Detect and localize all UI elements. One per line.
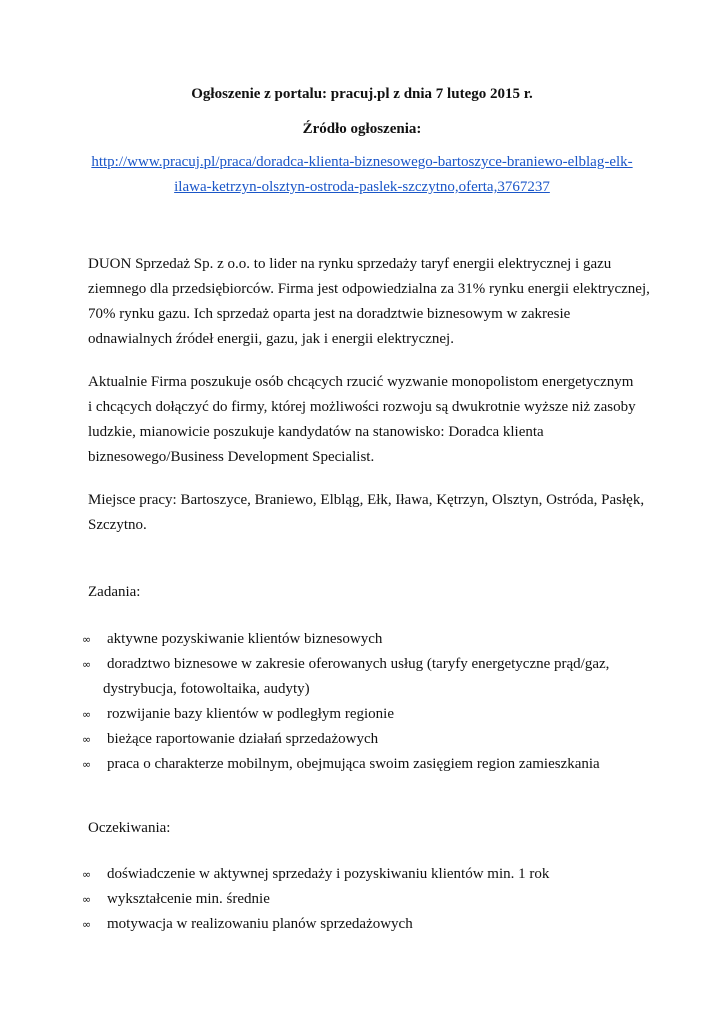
expectation-text: motywacja w realizowaniu planów sprzedażowych bbox=[107, 916, 413, 932]
intro-line: odnawialnych źródeł energii, gazu, jak i energii elektrycznej. bbox=[88, 331, 454, 347]
task-text-continuation: dystrybucja, fotowoltaika, audyty) bbox=[103, 681, 310, 697]
source-url-line-1[interactable]: http://www.pracuj.pl/praca/doradca-klienta-biznesowego-bartoszyce-braniewo-elblag-elk- bbox=[91, 154, 633, 170]
mission-line: ludzkie, mianowicie poszukuje kandydatów na stanowisko: Doradca klienta bbox=[88, 424, 544, 440]
infinity-bullet-icon: ∞ bbox=[82, 658, 92, 671]
intro-line: ziemnego dla przedsiębiorców. Firma jest odpowiedzialna za 31% rynku energii elektrycznej, bbox=[88, 281, 650, 297]
task-text: praca o charakterze mobilnym, obejmująca swoim zasięgiem region zamieszkania bbox=[107, 756, 600, 772]
location-paragraph bbox=[88, 488, 648, 538]
source-label: Źródło ogłoszenia: bbox=[302, 121, 422, 137]
task-text: doradztwo biznesowe w zakresie oferowanych usług (taryfy energetyczne prąd/gaz, bbox=[107, 656, 610, 672]
task-text: bieżące raportowanie działań sprzedażowych bbox=[107, 731, 379, 747]
location-line: Miejsce pracy: Bartoszyce, Braniewo, Elbląg, Ełk, Iława, Kętrzyn, Olsztyn, Ostróda, Pasłęk, bbox=[88, 492, 645, 508]
source-url-line-2[interactable]: ilawa-ketrzyn-olsztyn-ostroda-paslek-szczytno,oferta,3767237 bbox=[174, 179, 550, 195]
intro-paragraph bbox=[88, 252, 648, 352]
expectation-text: wykształcenie min. średnie bbox=[107, 891, 270, 907]
list-item bbox=[0, 652, 700, 702]
list-item bbox=[0, 727, 700, 752]
list-item bbox=[0, 912, 700, 937]
mission-line: biznesowego/Business Development Specialist. bbox=[88, 449, 375, 465]
list-item bbox=[0, 627, 700, 652]
intro-line: DUON Sprzedaż Sp. z o.o. to lider na rynku sprzedaży taryf energii elektrycznej i gazu bbox=[88, 256, 612, 272]
mission-line: Aktualnie Firma poszukuje osób chcących rzucić wyzwanie monopolistom energetycznym bbox=[88, 374, 634, 390]
mission-line: i chcących dołączyć do firmy, której możliwości rozwoju są dwukrotnie wyższe niż zasoby bbox=[88, 399, 636, 415]
mission-paragraph bbox=[88, 370, 648, 470]
list-item bbox=[0, 887, 700, 912]
infinity-bullet-icon: ∞ bbox=[82, 893, 92, 906]
task-text: aktywne pozyskiwanie klientów biznesowych bbox=[107, 631, 383, 647]
infinity-bullet-icon: ∞ bbox=[82, 733, 92, 746]
infinity-bullet-icon: ∞ bbox=[82, 708, 92, 721]
expectations-list bbox=[0, 862, 700, 937]
list-item bbox=[0, 862, 700, 887]
tasks-heading: Zadania: bbox=[88, 584, 141, 600]
header-line: Ogłoszenie z portalu: pracuj.pl z dnia 7 lutego 2015 r. bbox=[191, 86, 533, 102]
task-text: rozwijanie bazy klientów w podległym regionie bbox=[107, 706, 394, 722]
location-line: Szczytno. bbox=[88, 517, 147, 533]
list-item bbox=[0, 702, 700, 727]
infinity-bullet-icon: ∞ bbox=[82, 633, 92, 646]
intro-line: 70% rynku gazu. Ich sprzedaż oparta jest na doradztwie biznesowym w zakresie bbox=[88, 306, 571, 322]
infinity-bullet-icon: ∞ bbox=[82, 758, 92, 771]
list-item bbox=[0, 752, 700, 777]
expectation-text: doświadczenie w aktywnej sprzedaży i pozyskiwaniu klientów min. 1 rok bbox=[107, 866, 550, 882]
tasks-list bbox=[0, 627, 700, 777]
infinity-bullet-icon: ∞ bbox=[82, 918, 92, 931]
infinity-bullet-icon: ∞ bbox=[82, 868, 92, 881]
expectations-heading: Oczekiwania: bbox=[88, 820, 171, 836]
